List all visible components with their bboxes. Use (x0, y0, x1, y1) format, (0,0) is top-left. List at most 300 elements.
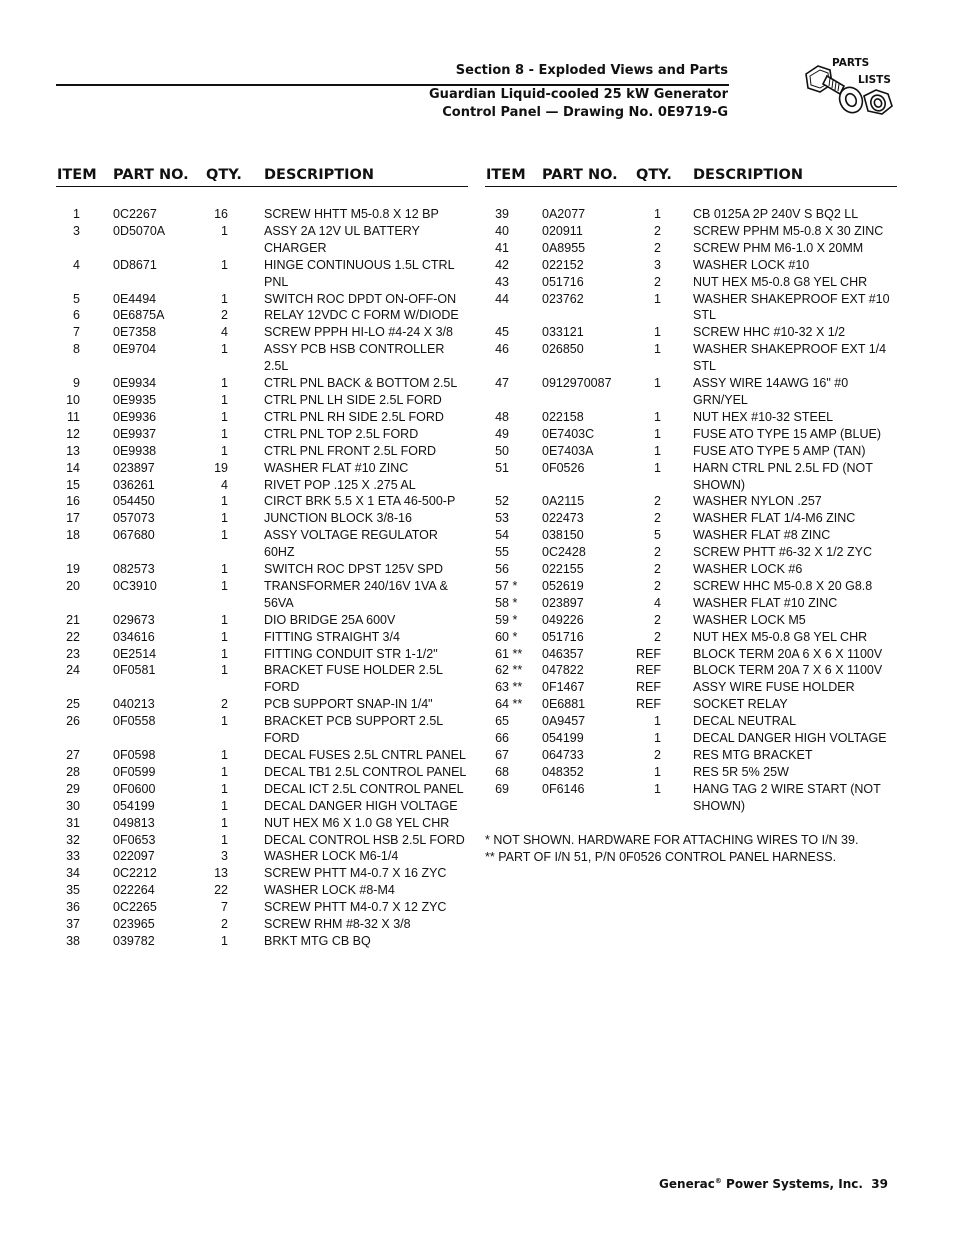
table-row (56, 426, 468, 443)
part-number: 023897 (542, 595, 584, 610)
col-header-qty: QTY. (636, 167, 672, 183)
document-title: Guardian Liquid-cooled 25 kW Generator (429, 87, 728, 102)
item-number: 52 (495, 494, 509, 509)
table-row (56, 933, 468, 950)
quantity: 1 (221, 443, 228, 458)
part-number: 020911 (542, 223, 583, 238)
description: BLOCK TERM 20A 7 X 6 X 1100V (693, 663, 883, 678)
header-rule (56, 84, 729, 86)
part-number: 026850 (542, 342, 584, 357)
quantity: 2 (654, 578, 661, 593)
item-number: 64 ** (495, 697, 523, 712)
parts-table-left (56, 166, 468, 950)
description: RES MTG BRACKET (693, 748, 813, 762)
item-number: 28 (66, 764, 80, 779)
quantity: 1 (654, 291, 661, 306)
part-number: 0E9934 (113, 376, 157, 391)
part-number: 067680 (113, 528, 155, 543)
table-row (56, 747, 468, 764)
quantity: 1 (221, 663, 228, 678)
description: SOCKET RELAY (693, 697, 788, 712)
quantity: 19 (214, 460, 228, 475)
description: SCREW PHTT #6-32 X 1/2 ZYC (693, 545, 872, 560)
quantity: 1 (221, 376, 228, 391)
item-number: 57 * (495, 578, 518, 593)
item-number: 27 (66, 748, 80, 762)
part-number: 054450 (113, 494, 155, 509)
table-row (56, 899, 468, 916)
quantity: 1 (654, 426, 661, 441)
quantity: 5 (654, 528, 661, 543)
description: BRKT MTG CB BQ (264, 933, 371, 948)
description: ASSY WIRE 14AWG 16" #0 GRN/YEL (693, 376, 849, 407)
table-row (485, 764, 897, 781)
quantity: 1 (221, 646, 228, 661)
description: DECAL DANGER HIGH VOLTAGE (264, 798, 458, 813)
col-header-qty: QTY. (206, 167, 242, 183)
quantity: 1 (221, 223, 228, 238)
item-number: 26 (66, 714, 80, 729)
quantity: 1 (654, 207, 661, 221)
table-row (56, 307, 468, 324)
table-row (56, 629, 468, 646)
item-number: 49 (495, 426, 509, 441)
table-row (485, 713, 897, 730)
bolt-nut-washer-icon (800, 56, 900, 136)
item-number: 59 * (495, 612, 518, 627)
description: WASHER NYLON .257 (693, 494, 822, 509)
table-row (485, 527, 897, 544)
part-number: 040213 (113, 697, 155, 712)
part-number: 0E9935 (113, 392, 157, 407)
item-number: 4 (73, 257, 80, 272)
description: CTRL PNL RH SIDE 2.5L FORD (264, 409, 444, 424)
part-number: 0E9936 (113, 409, 157, 424)
section-title: Section 8 - Exploded Views and Parts (455, 63, 728, 78)
quantity: 2 (654, 240, 661, 255)
item-number: 53 (495, 511, 509, 526)
part-number: 0A2115 (542, 494, 585, 509)
part-number: 0C2212 (113, 866, 157, 881)
part-number: 082573 (113, 562, 155, 577)
part-number: 0E4494 (113, 291, 157, 306)
col-header-item: ITEM (486, 167, 526, 183)
logo-text-parts: PARTS (832, 57, 870, 69)
table-row (56, 223, 468, 257)
item-number: 66 (495, 731, 509, 746)
quantity: 1 (654, 714, 661, 729)
quantity: 16 (214, 207, 228, 221)
item-number: 5 (73, 291, 80, 306)
table-row (56, 460, 468, 477)
part-number: 0F0526 (542, 460, 585, 475)
description: SCREW RHM #8-32 X 3/8 (264, 917, 411, 932)
table-row (485, 206, 897, 223)
quantity: 4 (654, 595, 661, 610)
table-row (485, 510, 897, 527)
footnote-single-star: * NOT SHOWN. HARDWARE FOR ATTACHING WIRES TO I/N 39. (485, 832, 859, 847)
part-number: 0F1467 (542, 680, 585, 695)
table-row (56, 291, 468, 308)
part-number: 0F6146 (542, 781, 585, 796)
quantity: 2 (221, 917, 228, 932)
item-number: 65 (495, 714, 509, 729)
part-number: 046357 (542, 646, 584, 661)
quantity: REF (636, 663, 661, 678)
quantity: 1 (221, 748, 228, 762)
description: FUSE ATO TYPE 5 AMP (TAN) (693, 443, 866, 458)
part-number: 0F0598 (113, 748, 156, 762)
table-header (56, 166, 468, 187)
item-number: 6 (73, 308, 80, 323)
part-number: 033121 (542, 325, 584, 340)
description: SCREW PHTT M4-0.7 X 16 ZYC (264, 866, 447, 881)
part-number: 022473 (542, 511, 584, 526)
part-number: 0C2265 (113, 900, 157, 915)
part-number: 0E9938 (113, 443, 157, 458)
quantity: 1 (221, 392, 228, 407)
part-number: 0E2514 (113, 646, 157, 661)
item-number: 39 (495, 207, 509, 221)
table-row (56, 392, 468, 409)
table-row (485, 730, 897, 747)
description: DECAL NEUTRAL (693, 714, 797, 729)
table-row (485, 240, 897, 257)
item-number: 16 (66, 494, 80, 509)
quantity: 3 (221, 849, 228, 864)
item-number: 54 (495, 528, 509, 543)
part-number: 054199 (113, 798, 155, 813)
table-row (56, 510, 468, 527)
quantity: REF (636, 646, 661, 661)
table-row (485, 223, 897, 240)
quantity: 1 (221, 798, 228, 813)
description: DECAL DANGER HIGH VOLTAGE (693, 731, 887, 746)
item-number: 8 (73, 342, 80, 357)
quantity: 7 (221, 900, 228, 915)
table-row (485, 341, 897, 375)
table-row (56, 865, 468, 882)
footnotes (485, 832, 897, 866)
item-number: 11 (67, 409, 80, 424)
table-row (56, 375, 468, 392)
table-row (56, 646, 468, 663)
part-number: 022152 (542, 257, 584, 272)
table-row (485, 679, 897, 696)
part-number: 064733 (542, 748, 584, 762)
description: TRANSFORMER 240/16V 1VA & 56VA (264, 578, 448, 610)
page-footer (659, 1177, 888, 1191)
quantity: 1 (221, 714, 228, 729)
col-header-part-no: PART NO. (542, 167, 618, 183)
quantity: 2 (654, 612, 661, 627)
item-number: 14 (66, 460, 80, 475)
part-number: 023762 (542, 291, 584, 306)
table-row (485, 324, 897, 341)
quantity: 1 (221, 781, 228, 796)
item-number: 35 (66, 883, 80, 898)
part-number: 0F0558 (113, 714, 156, 729)
quantity: 22 (214, 883, 228, 898)
table-row (485, 409, 897, 426)
quantity: 1 (654, 443, 661, 458)
part-number: 0E6881 (542, 697, 586, 712)
part-number: 0D5070A (113, 223, 166, 238)
part-number: 0E7403A (542, 443, 594, 458)
quantity: 2 (654, 629, 661, 644)
part-number: 022158 (542, 409, 584, 424)
description: RIVET POP .125 X .275 AL (264, 477, 416, 492)
table-row (56, 612, 468, 629)
description: SCREW HHC M5-0.8 X 20 G8.8 (693, 578, 873, 593)
quantity: 1 (654, 460, 661, 475)
quantity: 1 (221, 409, 228, 424)
table-header (485, 166, 897, 187)
parts-table-right (485, 166, 897, 866)
table-row (56, 578, 468, 612)
description: DECAL FUSES 2.5L CNTRL PANEL (264, 748, 466, 762)
item-number: 32 (66, 832, 80, 847)
description: WASHER SHAKEPROOF EXT 1/4 STL (693, 342, 887, 374)
quantity: 2 (654, 562, 661, 577)
table-row (485, 747, 897, 764)
item-number: 34 (66, 866, 80, 881)
quantity: 1 (221, 933, 228, 948)
part-number: 0C2267 (113, 207, 157, 221)
col-header-description: DESCRIPTION (264, 167, 374, 183)
quantity: 4 (221, 325, 228, 340)
description: SCREW HHTT M5-0.8 X 12 BP (264, 207, 439, 221)
table-row (485, 662, 897, 679)
item-number: 40 (495, 223, 509, 238)
table-row (56, 493, 468, 510)
table-row (485, 578, 897, 595)
description: NUT HEX M5-0.8 G8 YEL CHR (693, 274, 868, 289)
table-row (56, 696, 468, 713)
item-number: 36 (66, 900, 80, 915)
description: ASSY PCB HSB CONTROLLER 2.5L (264, 342, 445, 374)
description: WASHER FLAT 1/4-M6 ZINC (693, 511, 856, 526)
item-number: 55 (495, 545, 509, 560)
description: SCREW PHTT M4-0.7 X 12 ZYC (264, 900, 447, 915)
item-number: 9 (73, 376, 80, 391)
footer-company: Generac (659, 1177, 715, 1191)
part-number: 034616 (113, 629, 155, 644)
description: CIRCT BRK 5.5 X 1 ETA 46-500-P (264, 494, 456, 509)
description: FITTING STRAIGHT 3/4 (264, 629, 400, 644)
part-number: 023897 (113, 460, 155, 475)
description: CTRL PNL BACK & BOTTOM 2.5L (264, 376, 458, 391)
item-number: 15 (66, 477, 80, 492)
quantity: 1 (654, 342, 661, 357)
quantity: 1 (221, 578, 228, 593)
item-number: 12 (66, 426, 80, 441)
table-row (56, 781, 468, 798)
footnote-double-star: ** PART OF I/N 51, P/N 0F0526 CONTROL PANEL HARNESS. (485, 849, 837, 864)
part-number: 051716 (542, 274, 584, 289)
part-number: 0E6875A (113, 308, 165, 323)
quantity: 13 (214, 866, 228, 881)
quantity: 2 (221, 308, 228, 323)
table-row (56, 257, 468, 291)
part-number: 0912970087 (542, 376, 612, 391)
description: HINGE CONTINUOUS 1.5L CTRL PNL (264, 257, 455, 289)
quantity: REF (636, 680, 661, 695)
description: CTRL PNL FRONT 2.5L FORD (264, 443, 437, 458)
item-number: 22 (66, 629, 80, 644)
page-number: 39 (871, 1177, 888, 1191)
item-number: 45 (495, 325, 509, 340)
table-row (56, 443, 468, 460)
part-number: 023965 (113, 917, 155, 932)
quantity: 1 (221, 257, 228, 272)
parts-rows-right (485, 206, 897, 815)
table-row (485, 646, 897, 663)
item-number: 47 (495, 376, 509, 391)
item-number: 19 (66, 562, 80, 577)
description: WASHER LOCK #10 (693, 257, 810, 272)
table-row (56, 815, 468, 832)
item-number: 58 * (495, 595, 518, 610)
table-row (56, 713, 468, 747)
table-row (485, 291, 897, 325)
item-number: 13 (66, 443, 80, 458)
quantity: 1 (221, 629, 228, 644)
table-row (56, 561, 468, 578)
table-row (56, 341, 468, 375)
table-row (56, 324, 468, 341)
part-number: 0D8671 (113, 257, 157, 272)
item-number: 20 (66, 578, 80, 593)
part-number: 029673 (113, 612, 155, 627)
item-number: 10 (66, 392, 80, 407)
part-number: 036261 (113, 477, 155, 492)
item-number: 63 ** (495, 680, 523, 695)
item-number: 69 (495, 781, 509, 796)
description: DIO BRIDGE 25A 600V (264, 612, 396, 627)
quantity: 2 (654, 223, 661, 238)
item-number: 61 ** (495, 646, 523, 661)
description: NUT HEX M6 X 1.0 G8 YEL CHR (264, 815, 450, 830)
table-row (56, 206, 468, 223)
quantity: 4 (221, 477, 228, 492)
table-row (485, 696, 897, 713)
item-number: 50 (495, 443, 509, 458)
description: DECAL CONTROL HSB 2.5L FORD (264, 832, 465, 847)
part-number: 0F0599 (113, 764, 156, 779)
item-number: 31 (66, 815, 80, 830)
quantity: 2 (654, 494, 661, 509)
item-number: 1 (73, 207, 80, 221)
document-subtitle: Control Panel — Drawing No. 0E9719-G (442, 105, 728, 120)
description: ASSY 2A 12V UL BATTERY CHARGER (264, 223, 420, 255)
description: WASHER SHAKEPROOF EXT #10 STL (693, 291, 890, 323)
item-number: 41 (495, 240, 509, 255)
part-number: 0E9937 (113, 426, 157, 441)
part-number: 0C3910 (113, 578, 157, 593)
part-number: 0F0581 (113, 663, 156, 678)
item-number: 56 (495, 562, 509, 577)
part-number: 039782 (113, 933, 155, 948)
description: BRACKET FUSE HOLDER 2.5L FORD (264, 663, 443, 695)
description: WASHER FLAT #10 ZINC (693, 595, 838, 610)
parts-lists-logo (800, 56, 900, 136)
description: SCREW PPHM M5-0.8 X 30 ZINC (693, 223, 884, 238)
quantity: 1 (654, 376, 661, 391)
quantity: 2 (654, 545, 661, 560)
quantity: 1 (221, 562, 228, 577)
item-number: 42 (495, 257, 509, 272)
description: WASHER FLAT #10 ZINC (264, 460, 409, 475)
item-number: 51 (495, 460, 509, 475)
quantity: 1 (221, 494, 228, 509)
registered-mark: ® (714, 1177, 722, 1185)
table-row (56, 848, 468, 865)
description: RELAY 12VDC C FORM W/DIODE (264, 308, 459, 323)
table-row (56, 764, 468, 781)
description: DECAL ICT 2.5L CONTROL PANEL (264, 781, 464, 796)
quantity: 1 (221, 815, 228, 830)
item-number: 30 (66, 798, 80, 813)
quantity: 1 (654, 781, 661, 796)
col-header-item: ITEM (57, 167, 97, 183)
description: ASSY WIRE FUSE HOLDER (693, 680, 855, 695)
table-row (485, 612, 897, 629)
description: JUNCTION BLOCK 3/8-16 (264, 511, 412, 526)
quantity: 1 (221, 511, 228, 526)
part-number: 049226 (542, 612, 584, 627)
item-number: 46 (495, 342, 509, 357)
item-number: 60 * (495, 629, 518, 644)
description: PCB SUPPORT SNAP-IN 1/4" (264, 697, 433, 712)
table-row (485, 375, 897, 409)
table-row (56, 409, 468, 426)
item-number: 29 (66, 781, 80, 796)
table-row (485, 257, 897, 274)
description: WASHER LOCK #6 (693, 562, 803, 577)
col-header-description: DESCRIPTION (693, 167, 803, 183)
col-header-part-no: PART NO. (113, 167, 189, 183)
description: SCREW PHM M6-1.0 X 20MM (693, 240, 864, 255)
quantity: 1 (654, 409, 661, 424)
table-row (485, 426, 897, 443)
part-number: 0E7403C (542, 426, 595, 441)
description: WASHER FLAT #8 ZINC (693, 528, 831, 543)
item-number: 18 (66, 528, 80, 543)
description: SCREW PPPH HI-LO #4-24 X 3/8 (264, 325, 453, 340)
quantity: REF (636, 697, 661, 712)
description: NUT HEX M5-0.8 G8 YEL CHR (693, 629, 868, 644)
quantity: 1 (221, 342, 228, 357)
description: WASHER LOCK M6-1/4 (264, 849, 399, 864)
part-number: 049813 (113, 815, 155, 830)
item-number: 24 (66, 663, 80, 678)
item-number: 7 (73, 325, 80, 340)
item-number: 3 (73, 223, 80, 238)
table-row (485, 460, 897, 494)
description: NUT HEX #10-32 STEEL (693, 409, 834, 424)
description: CTRL PNL TOP 2.5L FORD (264, 426, 419, 441)
quantity: 1 (654, 731, 661, 746)
description: SWITCH ROC DPDT ON-OFF-ON (264, 291, 457, 306)
description: WASHER LOCK #8-M4 (264, 883, 395, 898)
description: BLOCK TERM 20A 6 X 6 X 1100V (693, 646, 883, 661)
part-number: 057073 (113, 511, 155, 526)
part-number: 0C2428 (542, 545, 586, 560)
quantity: 1 (221, 426, 228, 441)
part-number: 0F0600 (113, 781, 156, 796)
description: HARN CTRL PNL 2.5L FD (NOT SHOWN) (693, 460, 873, 492)
